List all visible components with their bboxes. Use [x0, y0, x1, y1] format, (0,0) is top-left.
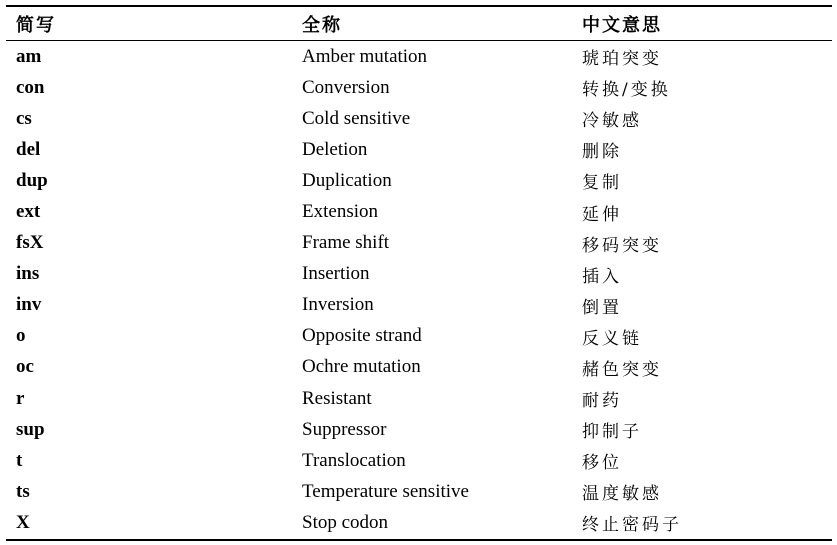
table-row	[6, 165, 832, 196]
table-header	[6, 6, 832, 41]
table-row	[6, 507, 832, 539]
chinese-meaning-cell: 终止密码子	[582, 515, 682, 536]
table-row	[6, 383, 832, 414]
full-name-cell: Opposite strand	[302, 325, 422, 347]
full-name-cell: Deletion	[302, 138, 368, 160]
table-row	[6, 196, 832, 227]
table-row	[6, 72, 832, 103]
header-row	[6, 6, 832, 41]
abbreviation-cell: am	[16, 45, 42, 67]
abbreviation-cell: inv	[16, 294, 42, 316]
table-row	[6, 259, 832, 290]
abbreviation-cell: ins	[16, 263, 40, 285]
full-name-cell: Translocation	[302, 449, 406, 471]
chinese-meaning-cell: 反义链	[582, 328, 642, 349]
table-row	[6, 134, 832, 165]
chinese-meaning-cell: 倒置	[582, 297, 622, 318]
full-name-cell: Cold sensitive	[302, 107, 411, 129]
full-name-cell: Conversion	[302, 76, 390, 98]
chinese-meaning-cell: 插入	[582, 266, 622, 287]
abbreviation-table	[6, 5, 832, 541]
full-name-cell: Resistant	[302, 387, 372, 409]
abbreviation-cell: cs	[16, 107, 32, 129]
chinese-meaning-cell: 删除	[582, 142, 622, 163]
table-row	[6, 445, 832, 476]
chinese-meaning-cell: 赭色突变	[582, 359, 662, 380]
table-row	[6, 321, 832, 352]
table-row	[6, 476, 832, 507]
table-row	[6, 103, 832, 134]
table-row	[6, 228, 832, 259]
abbreviation-cell: con	[16, 76, 45, 98]
table-row	[6, 290, 832, 321]
chinese-meaning-cell: 琥珀突变	[582, 49, 662, 70]
abbreviation-cell: ext	[16, 201, 41, 223]
abbreviation-cell: del	[16, 138, 41, 160]
abbreviation-cell: oc	[16, 356, 34, 378]
abbreviation-cell: dup	[16, 169, 48, 191]
full-name-cell: Insertion	[302, 263, 370, 285]
chinese-meaning-cell: 冷敏感	[582, 111, 642, 132]
full-name-cell: Frame shift	[302, 232, 390, 254]
header-chinese-meaning: 中文意思	[582, 14, 662, 36]
full-name-cell: Suppressor	[302, 418, 387, 440]
full-name-cell: Temperature sensitive	[302, 480, 469, 502]
chinese-meaning-cell: 抑制子	[582, 422, 642, 443]
chinese-meaning-cell: 耐药	[582, 391, 622, 412]
chinese-meaning-cell: 转换/变换	[582, 80, 671, 101]
table-row	[6, 41, 832, 73]
table-body	[6, 41, 832, 540]
header-abbreviation: 简写	[16, 14, 56, 36]
full-name-cell: Ochre mutation	[302, 356, 421, 378]
abbreviation-cell: ts	[16, 480, 30, 502]
chinese-meaning-cell: 复制	[582, 173, 622, 194]
chinese-meaning-cell: 温度敏感	[582, 484, 662, 505]
abbreviation-cell: r	[16, 387, 25, 409]
abbreviation-cell: fsX	[16, 232, 44, 254]
abbreviation-cell: X	[16, 511, 30, 533]
full-name-cell: Inversion	[302, 294, 374, 316]
full-name-cell: Duplication	[302, 169, 392, 191]
full-name-cell: Extension	[302, 201, 378, 223]
abbreviation-cell: t	[16, 449, 23, 471]
abbreviation-cell: sup	[16, 418, 45, 440]
chinese-meaning-cell: 延伸	[582, 204, 622, 225]
chinese-meaning-cell: 移位	[582, 453, 622, 474]
full-name-cell: Stop codon	[302, 511, 389, 533]
abbreviation-table-container	[6, 5, 832, 541]
full-name-cell: Amber mutation	[302, 45, 428, 67]
table-row	[6, 352, 832, 383]
header-full-name: 全称	[302, 14, 342, 36]
chinese-meaning-cell: 移码突变	[582, 235, 662, 256]
table-row	[6, 414, 832, 445]
abbreviation-cell: o	[16, 325, 26, 347]
